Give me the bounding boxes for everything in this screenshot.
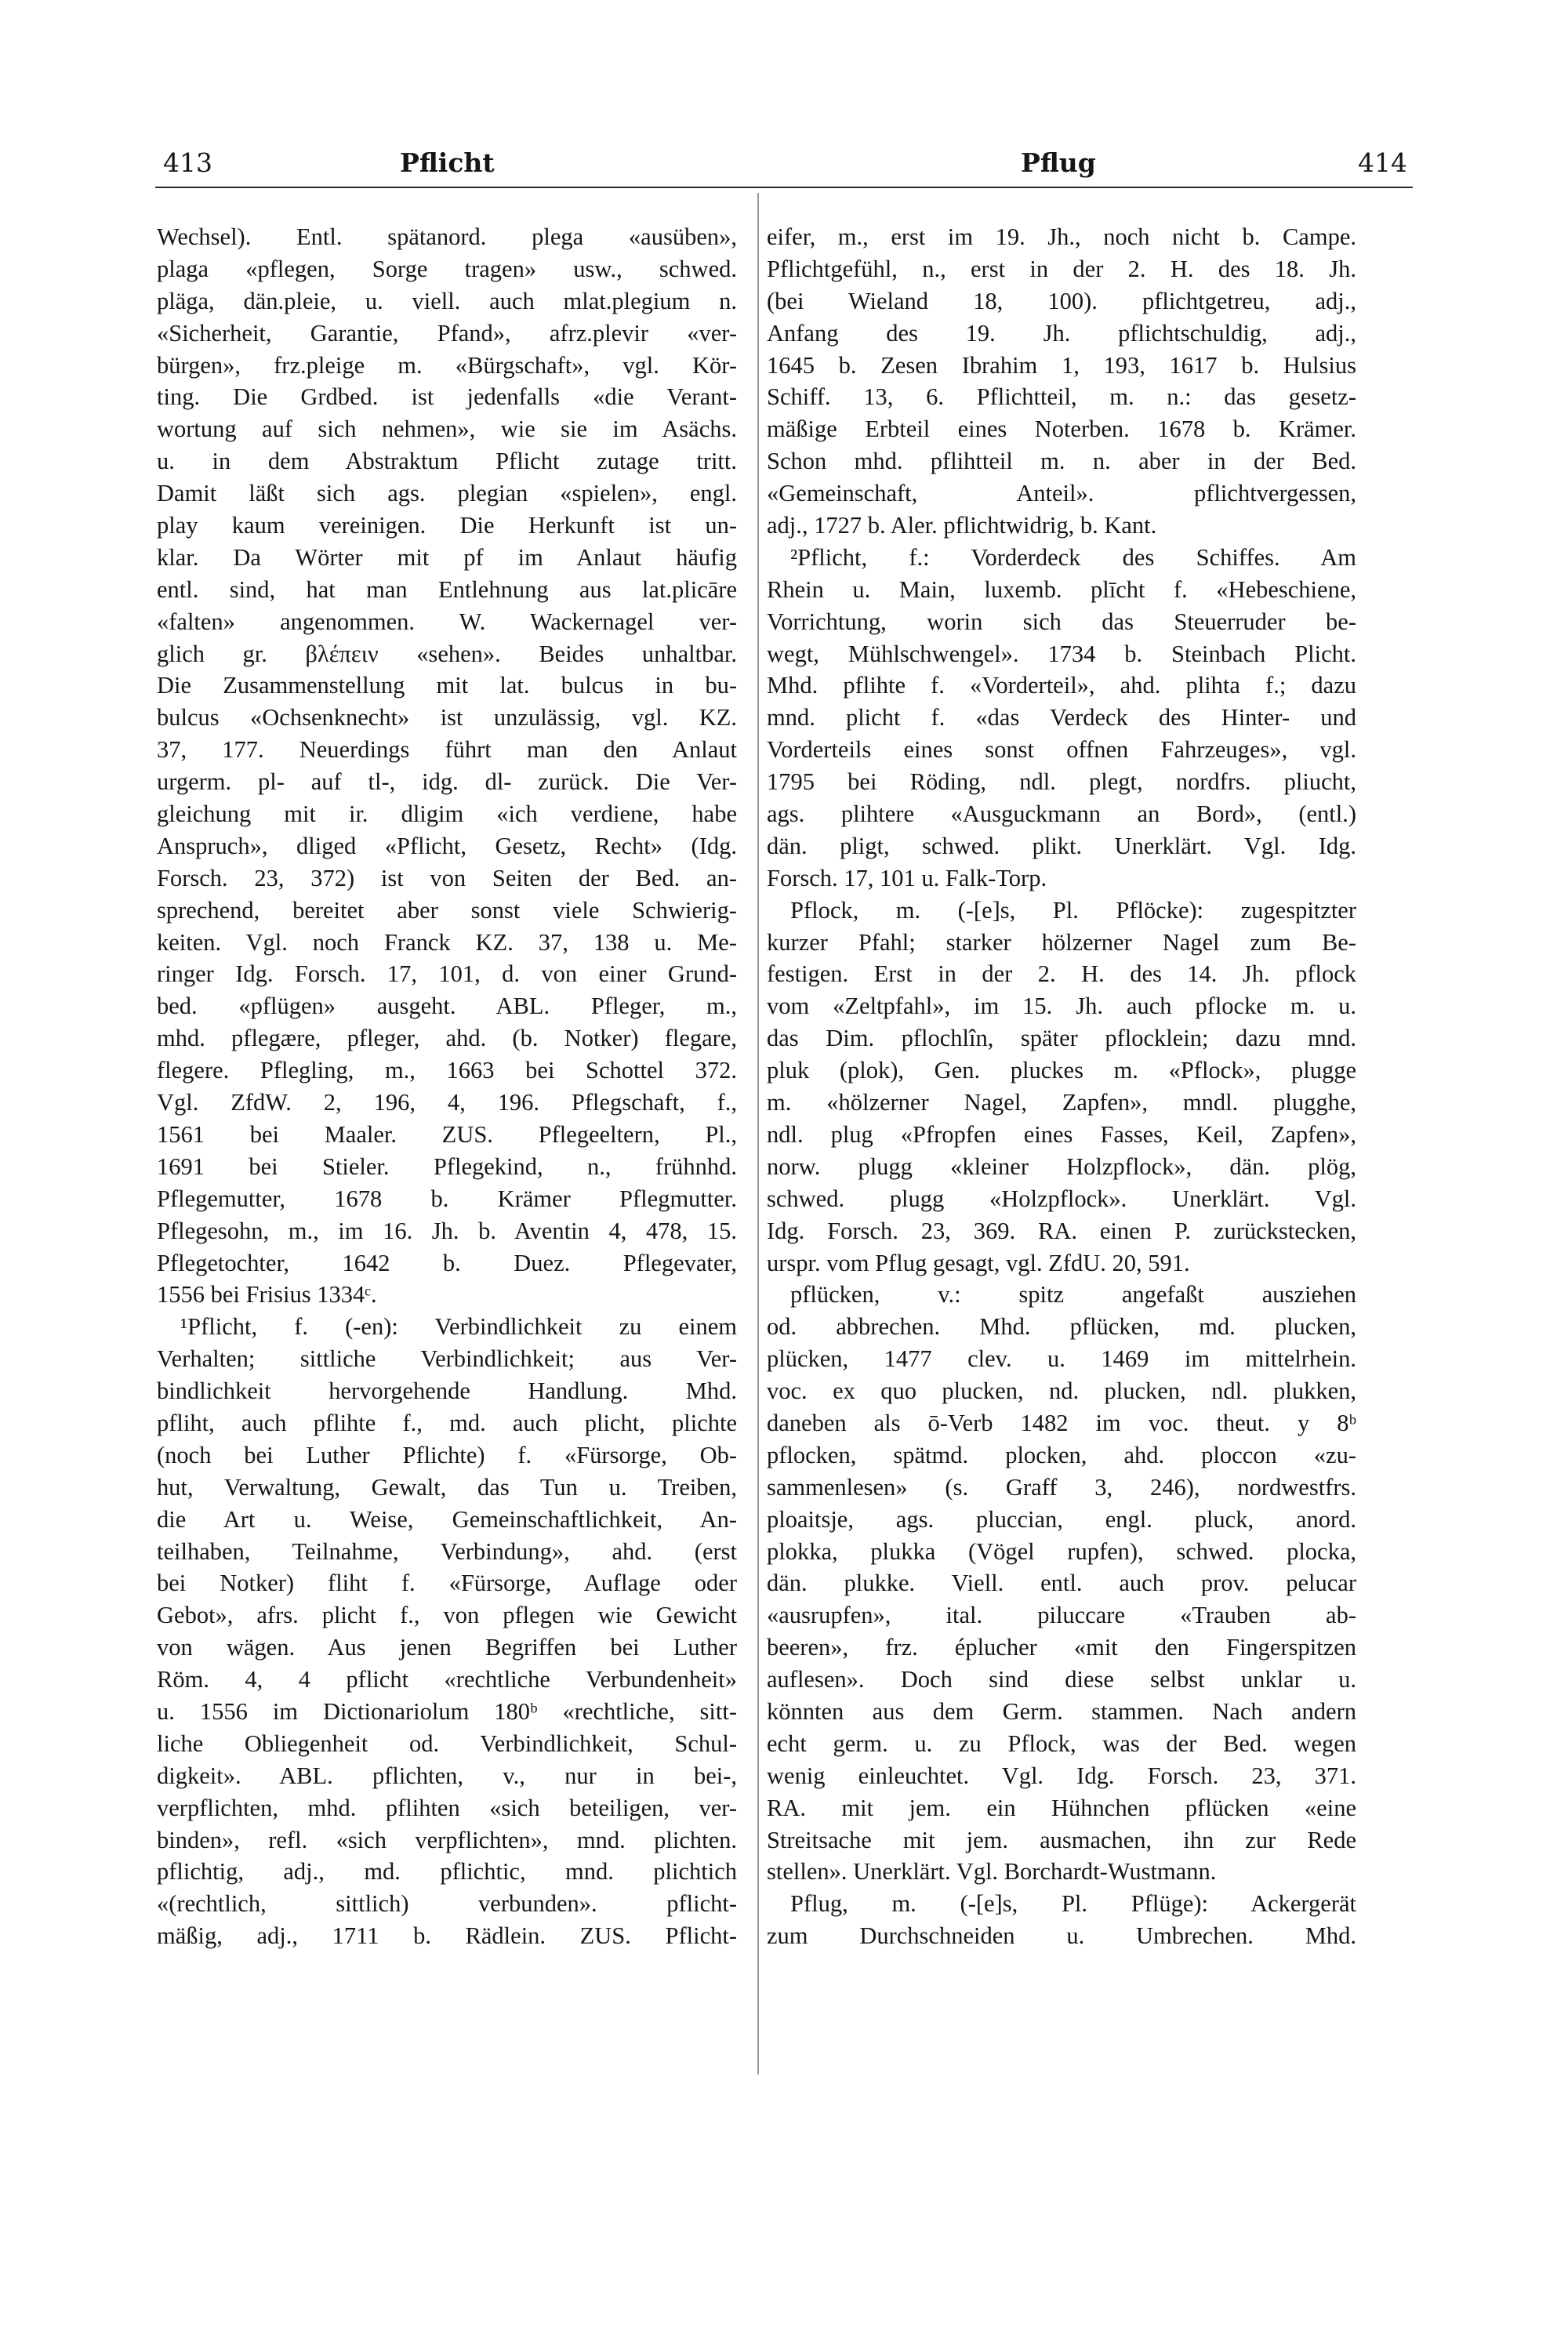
text-line xyxy=(767,1407,1356,1439)
text-line xyxy=(157,1119,737,1151)
text-line xyxy=(157,1022,737,1054)
running-headword-right: Pflug xyxy=(1021,147,1096,178)
text-line xyxy=(157,542,737,574)
line-text: Rhein u. Main, luxemb. plīcht f. «Hebeschiene, xyxy=(767,575,1356,603)
text-line xyxy=(157,1856,737,1888)
text-line xyxy=(157,1632,737,1664)
line-text: Idg. Forsch. 23, 369. RA. einen P. zurückstecken, xyxy=(767,1217,1356,1244)
line-text: adj., 1727 b. Aler. pflichtwidrig, b. Kant. xyxy=(767,512,1157,539)
line-text: festigen. Erst in der 2. H. des 14. Jh. pflock xyxy=(767,960,1356,988)
line-text: auflesen». Doch sind diese selbst unklar u. xyxy=(767,1666,1356,1693)
line-text: dän. plukke. Viell. entl. auch prov. pelucar xyxy=(767,1570,1356,1597)
running-header xyxy=(157,147,1411,187)
text-line xyxy=(157,477,737,510)
text-line xyxy=(767,990,1356,1022)
text-line xyxy=(157,445,737,477)
text-line xyxy=(157,1151,737,1183)
line-text: norw. plugg «kleiner Holzpflock», dän. plög, xyxy=(767,1152,1356,1180)
text-line xyxy=(157,1472,737,1504)
text-line xyxy=(767,958,1356,990)
line-text: Vgl. ZfdW. 2, 196, 4, 196. Pflegschaft, f., xyxy=(157,1089,737,1116)
line-text: zum Durchschneiden u. Umbrechen. Mhd. xyxy=(767,1922,1356,1950)
line-text: 37, 177. Neuerdings führt man den Anlaut xyxy=(157,736,737,764)
text-line xyxy=(157,1824,737,1857)
text-line xyxy=(157,1567,737,1599)
text-line xyxy=(767,350,1356,382)
text-line xyxy=(157,1375,737,1407)
line-text: wortung auf sich nehmen», wie sie im Asächs. xyxy=(157,416,737,443)
line-text: keiten. Vgl. noch Franck KZ. 37, 138 u. Me- xyxy=(157,928,737,956)
line-text: pflücken, v.: spitz angefaßt ausziehen xyxy=(790,1281,1356,1308)
text-line xyxy=(767,927,1356,959)
line-text: klar. Da Wörter mit pf im Anlaut häufig xyxy=(157,543,737,571)
text-line xyxy=(157,221,737,253)
right-column xyxy=(767,221,1356,1952)
text-line xyxy=(767,413,1356,445)
text-line xyxy=(157,1311,737,1343)
text-line xyxy=(767,1696,1356,1728)
line-text: bürgen», frz.pleige m. «Bürgschaft», vgl. Kör- xyxy=(157,351,737,379)
text-line xyxy=(767,702,1356,734)
line-text: Streitsache mit jem. ausmachen, ihn zur Rede xyxy=(767,1826,1356,1853)
text-line xyxy=(157,1920,737,1952)
text-line xyxy=(157,1054,737,1087)
text-line xyxy=(157,574,737,606)
line-text: echt germ. u. zu Pflock, was der Bed. wegen xyxy=(767,1730,1356,1757)
line-text: teilhaben, Teilnahme, Verbindung», ahd. (erst xyxy=(157,1537,737,1565)
text-line xyxy=(157,1247,737,1279)
text-line xyxy=(767,638,1356,670)
line-text: vom «Zeltpfahl», im 15. Jh. auch pflocke m. u. xyxy=(767,993,1356,1020)
line-text: Forsch. 23, 372) ist von Seiten der Bed. an- xyxy=(157,864,737,891)
text-line xyxy=(767,574,1356,606)
text-line xyxy=(157,606,737,638)
line-text: ²Pflicht, f.: Vorderdeck des Schiffes. Am xyxy=(790,543,1356,571)
line-text: von wägen. Aus jenen Begriffen bei Luther xyxy=(157,1634,737,1661)
text-line xyxy=(157,253,737,285)
line-text: Pflock, m. (-[e]s, Pl. Pflöcke): zugespitzter xyxy=(790,896,1356,924)
line-text: u. in dem Abstraktum Pflicht zutage tritt. xyxy=(157,448,737,475)
text-line xyxy=(767,895,1356,927)
line-text: die Art u. Weise, Gemeinschaftlichkeit, An- xyxy=(157,1505,737,1533)
text-line xyxy=(157,381,737,413)
text-line xyxy=(157,1696,737,1728)
text-line xyxy=(157,990,737,1022)
text-line xyxy=(157,1760,737,1792)
line-text: (noch bei Luther Pflichte) f. «Fürsorge, Ob- xyxy=(157,1441,737,1468)
text-line xyxy=(767,798,1356,830)
line-text: gleichung mit ir. dligim «ich verdiene, habe xyxy=(157,800,737,828)
text-line xyxy=(767,1728,1356,1760)
text-line xyxy=(767,285,1356,318)
text-line xyxy=(157,1215,737,1247)
text-line xyxy=(157,830,737,862)
text-line xyxy=(767,1022,1356,1054)
text-line xyxy=(157,1183,737,1215)
line-text: binden», refl. «sich verpflichten», mnd. plichten. xyxy=(157,1826,737,1853)
text-line xyxy=(767,1054,1356,1087)
text-line xyxy=(157,1279,737,1311)
line-text: 1556 bei Frisius 1334ᶜ. xyxy=(157,1281,377,1308)
line-text: ringer Idg. Forsch. 17, 101, d. von einer Grund- xyxy=(157,960,737,988)
text-line xyxy=(767,830,1356,862)
text-line xyxy=(157,927,737,959)
text-line xyxy=(767,221,1356,253)
line-text: Anspruch», dliged «Pflicht, Gesetz, Recht» (Idg. xyxy=(157,832,737,859)
text-line xyxy=(157,1599,737,1632)
line-text: Vorrichtung, worin sich das Steuerruder be- xyxy=(767,608,1356,635)
line-text: 1795 bei Röding, ndl. plegt, nordfrs. pliucht, xyxy=(767,768,1356,796)
line-text: daneben als ō-Verb 1482 im voc. theut. y 8ᵇ xyxy=(767,1409,1356,1436)
text-line xyxy=(157,798,737,830)
text-line xyxy=(767,477,1356,510)
text-line xyxy=(157,510,737,542)
line-text: Anfang des 19. Jh. pflichtschuldig, adj., xyxy=(767,319,1356,347)
text-line xyxy=(157,1439,737,1472)
text-line xyxy=(767,1375,1356,1407)
text-line xyxy=(767,253,1356,285)
text-line xyxy=(157,1792,737,1824)
line-text: Gebot», afrs. plicht f., von pflegen wie Gewicht xyxy=(157,1602,737,1629)
line-text: glich gr. βλέπειν «sehen». Beides unhaltbar. xyxy=(157,640,737,667)
line-text: Pflug, m. (-[e]s, Pl. Pflüge): Ackergerät xyxy=(790,1890,1356,1918)
text-line xyxy=(767,1311,1356,1343)
text-line xyxy=(767,1824,1356,1857)
line-text: Pflegesohn, m., im 16. Jh. b. Aventin 4, 478, 15. xyxy=(157,1217,737,1244)
text-line xyxy=(157,1504,737,1536)
line-text: bei Notker) fliht f. «Fürsorge, Auflage oder xyxy=(157,1570,737,1597)
line-text: kurzer Pfahl; starker hölzerner Nagel zum Be- xyxy=(767,928,1356,956)
text-line xyxy=(767,1888,1356,1920)
line-text: 1561 bei Maaler. ZUS. Pflegeeltern, Pl., xyxy=(157,1120,737,1148)
line-text: hut, Verwaltung, Gewalt, das Tun u. Treiben, xyxy=(157,1473,737,1501)
column-divider xyxy=(757,193,759,2074)
line-text: beeren», frz. éplucher «mit den Fingerspitzen xyxy=(767,1634,1356,1661)
text-line xyxy=(157,670,737,702)
line-text: stellen». Unerklärt. Vgl. Borchardt-Wustmann. xyxy=(767,1858,1217,1886)
line-text: Pflichtgefühl, n., erst in der 2. H. des 18. Jh. xyxy=(767,255,1356,282)
header-rule xyxy=(155,187,1413,188)
text-line xyxy=(767,1599,1356,1632)
line-text: Vorderteils eines sonst offnen Fahrzeuges», vgl. xyxy=(767,736,1356,764)
line-text: urgerm. pl- auf tl-, idg. dl- zurück. Die Ver- xyxy=(157,768,737,796)
line-text: ting. Die Grdbed. ist jedenfalls «die Verant- xyxy=(157,383,737,411)
text-line xyxy=(157,734,737,766)
line-text: schwed. plugg «Holzpflock». Unerklärt. Vgl. xyxy=(767,1185,1356,1212)
line-text: Wechsel). Entl. spätanord. plega «ausüben», xyxy=(157,223,737,250)
text-line xyxy=(767,1920,1356,1952)
line-text: mäßige Erbteil eines Noterben. 1678 b. Krämer. xyxy=(767,416,1356,443)
text-line xyxy=(767,606,1356,638)
text-line xyxy=(767,1247,1356,1279)
line-text: pflocken, spätmd. plocken, ahd. ploccon «zu- xyxy=(767,1441,1356,1468)
text-line xyxy=(767,862,1356,895)
text-line xyxy=(157,350,737,382)
line-text: play kaum vereinigen. Die Herkunft ist un- xyxy=(157,512,737,539)
line-text: voc. ex quo plucken, nd. plucken, ndl. plukken, xyxy=(767,1377,1356,1405)
line-text: ¹Pflicht, f. (-en): Verbindlichkeit zu einem xyxy=(180,1313,737,1341)
line-text: sprechend, bereitet aber sonst viele Schwierig- xyxy=(157,896,737,924)
line-text: «(rechtlich, sittlich) verbunden». pflicht- xyxy=(157,1890,737,1918)
text-line xyxy=(157,318,737,350)
line-text: eifer, m., erst im 19. Jh., noch nicht b. Campe. xyxy=(767,223,1356,250)
text-line xyxy=(767,734,1356,766)
text-line xyxy=(157,766,737,798)
text-line xyxy=(157,285,737,318)
line-text: (bei Wieland 18, 100). pflichtgetreu, adj., xyxy=(767,287,1356,314)
line-text: RA. mit jem. ein Hühnchen pflücken «eine xyxy=(767,1794,1356,1821)
text-line xyxy=(767,1343,1356,1375)
line-text: mnd. plicht f. «das Verdeck des Hinter- und xyxy=(767,704,1356,731)
text-line xyxy=(767,766,1356,798)
page-number-left: 413 xyxy=(163,147,212,178)
line-text: das Dim. pflochlîn, später pflocklein; dazu mnd. xyxy=(767,1025,1356,1052)
text-line xyxy=(767,1279,1356,1311)
text-line xyxy=(767,445,1356,477)
line-text: bed. «pflügen» ausgeht. ABL. Pfleger, m., xyxy=(157,993,737,1020)
text-line xyxy=(767,510,1356,542)
text-line xyxy=(157,1888,737,1920)
line-text: Pflegemutter, 1678 b. Krämer Pflegmutter. xyxy=(157,1185,737,1212)
text-line xyxy=(767,542,1356,574)
text-line xyxy=(767,1439,1356,1472)
line-text: ags. plihtere «Ausguckmann an Bord», (entl.) xyxy=(767,800,1356,828)
text-line xyxy=(767,1087,1356,1119)
line-text: od. abbrechen. Mhd. pflücken, md. plucken, xyxy=(767,1313,1356,1341)
line-text: plücken, 1477 clev. u. 1469 im mittelrhein. xyxy=(767,1345,1356,1373)
line-text: Verhalten; sittliche Verbindlichkeit; aus Ver- xyxy=(157,1345,737,1373)
text-line xyxy=(767,1119,1356,1151)
line-text: «ausrupfen», ital. piluccare «Trauben ab- xyxy=(767,1602,1356,1629)
line-text: 1645 b. Zesen Ibrahim 1, 193, 1617 b. Hulsius xyxy=(767,351,1356,379)
line-text: «Gemeinschaft, Anteil». pflichtvergessen, xyxy=(767,480,1356,507)
line-text: pflichtig, adj., md. pflichtic, mnd. plichtich xyxy=(157,1858,737,1886)
line-text: wegt, Mühlschwengel». 1734 b. Steinbach Plicht. xyxy=(767,640,1356,667)
line-text: flegere. Pflegling, m., 1663 bei Schottel 372. xyxy=(157,1057,737,1084)
text-line xyxy=(767,1536,1356,1568)
line-text: plokka, plukka (Vögel rupfen), schwed. plocka, xyxy=(767,1537,1356,1565)
line-text: dän. pligt, schwed. plikt. Unerklärt. Vgl. Idg. xyxy=(767,832,1356,859)
text-line xyxy=(157,1664,737,1696)
line-text: m. «hölzerner Nagel, Zapfen», mndl. plugghe, xyxy=(767,1089,1356,1116)
line-text: bulcus «Ochsenknecht» ist unzulässig, vgl. KZ. xyxy=(157,704,737,731)
line-text: Mhd. pflihte f. «Vorderteil», ahd. plihta f.; dazu xyxy=(767,672,1356,699)
text-line xyxy=(157,638,737,670)
left-column xyxy=(157,221,737,1952)
text-line xyxy=(157,1087,737,1119)
line-text: entl. sind, hat man Entlehnung aus lat.plicāre xyxy=(157,575,737,603)
text-line xyxy=(157,862,737,895)
line-text: ploaitsje, ags. pluccian, engl. pluck, anord. xyxy=(767,1505,1356,1533)
text-line xyxy=(157,958,737,990)
text-line xyxy=(767,1792,1356,1824)
text-line xyxy=(767,1760,1356,1792)
line-text: digkeit». ABL. pflichten, v., nur in bei-, xyxy=(157,1762,737,1789)
text-line xyxy=(767,1664,1356,1696)
line-text: wenig einleuchtet. Vgl. Idg. Forsch. 23, 371. xyxy=(767,1762,1356,1789)
text-line xyxy=(767,670,1356,702)
line-text: Pflegetochter, 1642 b. Duez. Pflegevater, xyxy=(157,1249,737,1276)
text-line xyxy=(767,1856,1356,1888)
line-text: Schon mhd. pflihtteil m. n. aber in der Bed. xyxy=(767,448,1356,475)
running-headword-left: Pflicht xyxy=(400,147,495,178)
line-text: sammenlesen» (s. Graff 3, 246), nordwestfrs. xyxy=(767,1473,1356,1501)
page-number-right: 414 xyxy=(1358,147,1407,178)
line-text: verpflichten, mhd. pflihten «sich beteiligen, ver- xyxy=(157,1794,737,1821)
text-line xyxy=(767,381,1356,413)
line-text: ndl. plug «Pfropfen eines Fasses, Keil, Zapfen», xyxy=(767,1120,1356,1148)
text-line xyxy=(767,1632,1356,1664)
text-line xyxy=(157,895,737,927)
line-text: «Sicherheit, Garantie, Pfand», afrz.plevir «ver- xyxy=(157,319,737,347)
line-text: pfliht, auch pflihte f., md. auch plicht, plichte xyxy=(157,1409,737,1436)
line-text: 1691 bei Stieler. Pflegekind, n., frühnhd. xyxy=(157,1152,737,1180)
line-text: urspr. vom Pflug gesagt, vgl. ZfdU. 20, 591. xyxy=(767,1249,1190,1276)
text-line xyxy=(157,1407,737,1439)
text-line xyxy=(767,1215,1356,1247)
text-line xyxy=(157,1728,737,1760)
line-text: «falten» angenommen. W. Wackernagel ver- xyxy=(157,608,737,635)
line-text: plaga «pflegen, Sorge tragen» usw., schwed. xyxy=(157,255,737,282)
line-text: Damit läßt sich ags. plegian «spielen», engl. xyxy=(157,480,737,507)
text-line xyxy=(767,1151,1356,1183)
line-text: u. 1556 im Dictionariolum 180ᵇ «rechtliche, sitt- xyxy=(157,1697,737,1725)
line-text: bindlichkeit hervorgehende Handlung. Mhd. xyxy=(157,1377,737,1405)
text-line xyxy=(157,1536,737,1568)
text-line xyxy=(157,702,737,734)
line-text: pluk (plok), Gen. pluckes m. «Pflock», plugge xyxy=(767,1057,1356,1084)
line-text: mhd. pflegære, pfleger, ahd. (b. Notker) flegare, xyxy=(157,1025,737,1052)
text-line xyxy=(767,1567,1356,1599)
line-text: Röm. 4, 4 pflicht «rechtliche Verbundenheit» xyxy=(157,1666,737,1693)
line-text: mäßig, adj., 1711 b. Rädlein. ZUS. Pflicht- xyxy=(157,1922,737,1950)
line-text: könnten aus dem Germ. stammen. Nach andern xyxy=(767,1697,1356,1725)
text-line xyxy=(157,413,737,445)
text-line xyxy=(767,1504,1356,1536)
text-line xyxy=(767,318,1356,350)
text-line xyxy=(767,1183,1356,1215)
line-text: pläga, dän.pleie, u. viell. auch mlat.plegium n. xyxy=(157,287,737,314)
line-text: liche Obliegenheit od. Verbindlichkeit, Schul- xyxy=(157,1730,737,1757)
text-line xyxy=(767,1472,1356,1504)
line-text: Forsch. 17, 101 u. Falk-Torp. xyxy=(767,864,1047,891)
line-text: Die Zusammenstellung mit lat. bulcus in bu- xyxy=(157,672,737,699)
line-text: Schiff. 13, 6. Pflichtteil, m. n.: das gesetz- xyxy=(767,383,1356,411)
text-line xyxy=(157,1343,737,1375)
